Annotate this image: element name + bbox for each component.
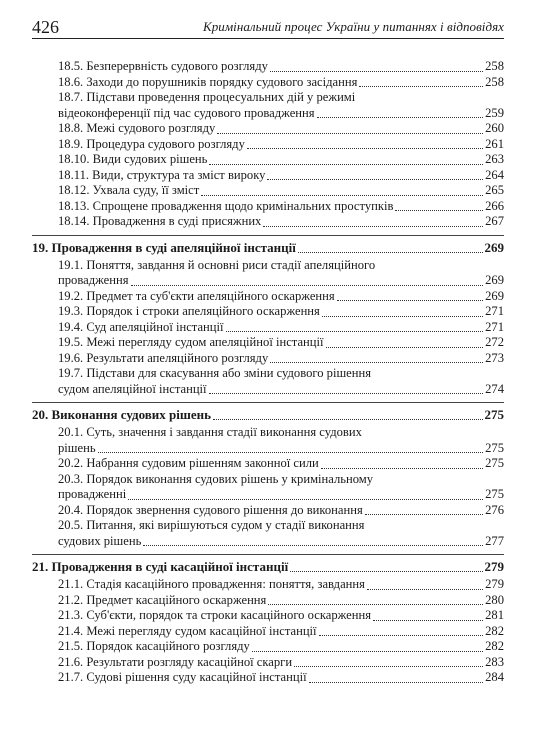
toc-entry-title: 19.5. Межі перегляду судом апеляційної інстанції — [58, 335, 324, 349]
leader-dots — [322, 316, 483, 317]
toc-entry-title-line1: 20.5. Питання, які вирішуються судом у стадії виконання — [58, 518, 365, 532]
toc-page-number: 265 — [485, 183, 504, 197]
leader-dots — [319, 635, 484, 636]
toc-entry-19-4 — [32, 320, 504, 336]
toc-page-number: 276 — [485, 502, 504, 517]
toc-entry-title-line1: 20.1. Суть, значення і завдання стадії виконання судових — [58, 425, 362, 439]
page-number: 426 — [32, 17, 59, 37]
toc-page-number: 259 — [485, 105, 504, 120]
leader-dots — [131, 285, 484, 286]
toc-page-number: 271 — [485, 304, 504, 318]
toc-entry-title: 19.6. Результати апеляційного розгляду — [58, 350, 269, 365]
toc-entry-19-1 — [32, 258, 504, 289]
leader-dots — [395, 210, 483, 211]
section-divider — [32, 235, 504, 236]
leader-dots — [252, 651, 483, 652]
toc-section-title: 20. Виконання судових рішень — [32, 407, 211, 422]
leader-dots — [226, 331, 484, 332]
leader-dots — [143, 545, 483, 546]
toc-entry-21-3 — [32, 608, 504, 624]
leader-dots — [317, 117, 484, 118]
toc-page-number: 267 — [485, 214, 504, 228]
toc-entry-21-2 — [32, 593, 504, 609]
toc-section-20 — [32, 407, 504, 423]
leader-dots — [247, 148, 483, 149]
leader-dots — [263, 226, 483, 227]
toc-entry-18-10 — [32, 152, 504, 168]
toc-entry-title-line1: 20.3. Порядок виконання судових рішень у кримінальному — [58, 471, 374, 486]
leader-dots — [268, 604, 483, 605]
toc-entry-title-line1: 19.7. Підстави для скасування або зміни судового рішення — [58, 366, 372, 380]
toc-entry-18-14 — [32, 214, 504, 230]
toc-entry-title: 18.10. Види судових рішень — [58, 152, 208, 166]
toc-page-number: 275 — [485, 456, 504, 470]
toc-entry-18-5 — [32, 59, 504, 75]
leader-dots — [213, 419, 483, 420]
toc-entry-20-2 — [32, 456, 504, 472]
toc-page-number: 279 — [485, 577, 504, 591]
toc-entry-18-11 — [32, 168, 504, 184]
toc-section-title: 19. Провадження в суді апеляційної інстанції — [32, 239, 296, 255]
toc-section-title: 21. Провадження в суді касаційної інстанції — [32, 559, 289, 574]
toc-page-number: 269 — [485, 288, 504, 303]
toc-page-number: 269 — [485, 273, 504, 287]
leader-dots — [267, 179, 483, 180]
toc-entry-title: 18.9. Процедура судового розгляду — [58, 136, 245, 151]
toc-entry-title-line2: судових рішень — [58, 533, 142, 548]
toc-entry-21-1 — [32, 577, 504, 593]
toc-entry-title: 19.2. Предмет та суб'єкти апеляційного оскарження — [58, 288, 335, 303]
leader-dots — [290, 571, 482, 572]
toc-entry-title-line2: рішень — [58, 440, 96, 455]
toc-page-number: 281 — [485, 608, 504, 622]
toc-entry-21-5 — [32, 639, 504, 655]
leader-dots — [209, 164, 483, 165]
toc-entry-title-line2: провадження — [58, 273, 129, 287]
leader-dots — [365, 514, 483, 515]
toc-entry-title: 20.4. Порядок звернення судового рішення до виконання — [58, 502, 363, 517]
toc-page-number: 274 — [485, 381, 504, 396]
toc-entry-title: 20.2. Набрання судовим рішенням законної сили — [58, 456, 319, 470]
leader-dots — [128, 499, 483, 500]
toc-entry-title: 19.4. Суд апеляційної інстанції — [58, 319, 224, 334]
leader-dots — [321, 468, 483, 469]
toc-page-number: 258 — [485, 74, 504, 89]
leader-dots — [298, 252, 483, 253]
toc-entry-title: 18.11. Види, структура та зміст вироку — [58, 167, 266, 182]
toc-entry-title: 18.12. Ухвала суду, її зміст — [58, 183, 200, 197]
toc-entry-title: 18.8. Межі судового розгляду — [58, 121, 216, 135]
toc-entry-title: 21.3. Суб'єкти, порядок та строки касаційного оскарження — [58, 608, 372, 622]
table-of-contents — [32, 59, 504, 686]
leader-dots — [367, 589, 483, 590]
leader-dots — [326, 347, 484, 348]
toc-entry-title-line1: 18.7. Підстави проведення процесуальних дій у режимі — [58, 90, 356, 104]
toc-entry-title: 21.7. Судові рішення суду касаційної інстанції — [58, 670, 307, 684]
toc-entry-18-13 — [32, 199, 504, 215]
section-divider — [32, 402, 504, 403]
leader-dots — [201, 195, 483, 196]
leader-dots — [98, 452, 484, 453]
toc-page-number: 266 — [485, 198, 504, 213]
toc-page-number: 275 — [484, 407, 504, 422]
toc-entry-title: 21.2. Предмет касаційного оскарження — [58, 592, 267, 607]
toc-entry-20-3 — [32, 472, 504, 503]
toc-entry-21-4 — [32, 624, 504, 640]
toc-page-number: 273 — [485, 350, 504, 365]
leader-dots — [373, 620, 483, 621]
leader-dots — [209, 393, 484, 394]
leader-dots — [294, 666, 483, 667]
toc-page-number: 280 — [485, 592, 504, 607]
toc-entry-title: 21.1. Стадія касаційного провадження: поняття, завдання — [58, 577, 365, 591]
toc-page-number: 275 — [485, 487, 504, 501]
toc-entry-title-line2: судом апеляційної інстанції — [58, 381, 207, 396]
toc-entry-18-12 — [32, 183, 504, 199]
toc-page-number: 271 — [485, 319, 504, 334]
toc-entry-title: 18.14. Провадження в суді присяжних — [58, 214, 262, 228]
toc-page-number: 279 — [484, 559, 504, 574]
toc-entry-18-8 — [32, 121, 504, 137]
toc-entry-title: 21.5. Порядок касаційного розгляду — [58, 639, 250, 653]
toc-entry-title: 18.5. Безперервність судового розгляду — [58, 59, 268, 73]
toc-entry-19-5 — [32, 335, 504, 351]
toc-entry-19-2 — [32, 289, 504, 305]
section-divider — [32, 554, 504, 555]
toc-entry-19-7 — [32, 366, 504, 397]
toc-entry-title-line1: 19.1. Поняття, завдання й основні риси стадії апеляційного — [58, 257, 376, 272]
toc-page-number: 282 — [485, 639, 504, 653]
toc-page-number: 260 — [485, 121, 504, 135]
toc-page-number: 272 — [485, 335, 504, 349]
toc-entry-title: 18.6. Заходи до порушників порядку судового засідання — [58, 74, 358, 89]
toc-entry-title: 21.4. Межі перегляду судом касаційної інстанції — [58, 623, 317, 638]
toc-entry-18-6 — [32, 75, 504, 91]
page-header — [32, 14, 504, 39]
toc-entry-18-9 — [32, 137, 504, 153]
toc-page-number: 277 — [485, 533, 504, 548]
toc-entry-20-4 — [32, 503, 504, 519]
toc-entry-title-line2: відеоконференції під час судового провадження — [58, 105, 315, 120]
toc-page-number: 269 — [484, 239, 504, 255]
toc-entry-title-line2: провадженні — [58, 487, 127, 501]
running-title: Кримінальний процес України у питаннях і відповідях — [203, 19, 504, 34]
toc-page-number: 261 — [485, 136, 504, 151]
toc-entry-19-3 — [32, 304, 504, 320]
toc-page-number: 263 — [485, 152, 504, 166]
leader-dots — [270, 71, 483, 72]
toc-page-number: 264 — [485, 167, 504, 182]
toc-entry-21-7 — [32, 670, 504, 686]
toc-page-number: 275 — [485, 440, 504, 455]
toc-entry-20-5 — [32, 518, 504, 549]
toc-entry-21-6 — [32, 655, 504, 671]
toc-entry-20-1 — [32, 425, 504, 456]
leader-dots — [309, 682, 484, 683]
toc-section-21 — [32, 559, 504, 575]
toc-entry-title: 21.6. Результати розгляду касаційної скарги — [58, 654, 293, 669]
toc-page-number: 284 — [485, 670, 504, 684]
leader-dots — [270, 362, 483, 363]
leader-dots — [217, 133, 483, 134]
leader-dots — [359, 86, 483, 87]
leader-dots — [337, 300, 483, 301]
toc-page-number: 258 — [485, 59, 504, 73]
toc-page-number: 282 — [485, 623, 504, 638]
toc-page-number: 283 — [485, 654, 504, 669]
toc-entry-title: 19.3. Порядок і строки апеляційного оскарження — [58, 304, 320, 318]
toc-section-19 — [32, 240, 504, 256]
toc-entry-19-6 — [32, 351, 504, 367]
toc-entry-18-7 — [32, 90, 504, 121]
toc-entry-title: 18.13. Спрощене провадження щодо кримінальних проступків — [58, 198, 394, 213]
